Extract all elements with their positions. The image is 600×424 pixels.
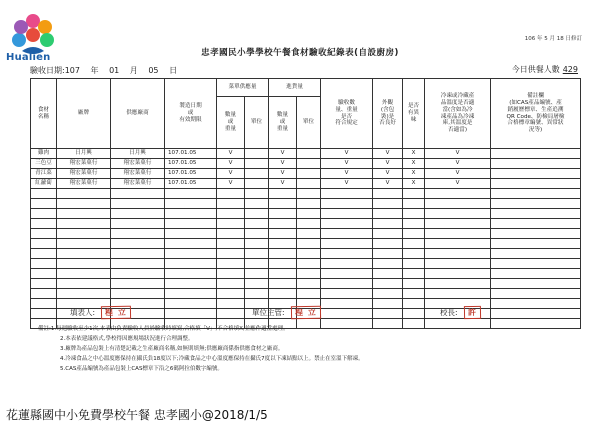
cell-menu-qty: V — [217, 159, 245, 169]
table-row-empty — [31, 209, 581, 219]
cell-menu-unit — [245, 149, 269, 159]
meal-count — [512, 64, 578, 75]
header-brand: 廠牌 — [57, 79, 111, 149]
cell-date: 107.01.05 — [165, 159, 217, 169]
cell-remarks — [491, 169, 581, 179]
table-row-empty — [31, 249, 581, 259]
cell-temperature: V — [425, 169, 491, 179]
cell-food-name: 紅蘿蔔 — [31, 179, 57, 189]
meal-count-value: 429 — [562, 65, 578, 74]
cell-menu-unit — [245, 159, 269, 169]
header-food-name: 食材 名稱 — [31, 79, 57, 149]
note-line: 3.廠牌為產品包裝上有清楚記載之生產廠商名稱,如無則填無;供應廠商係指供應食材之廠商。 — [60, 346, 284, 352]
header-incoming: 進貨量 — [269, 79, 321, 97]
cell-food-name: 雞肉 — [31, 149, 57, 159]
table-row-empty — [31, 289, 581, 299]
cell-brand: 日月興 — [57, 149, 111, 159]
table-row-empty — [31, 269, 581, 279]
cell-food-name: 三色豆 — [31, 159, 57, 169]
cell-remarks — [491, 179, 581, 189]
note-line: 備註:1.每週驗收至少1次,本表由負責驗收人員於驗收時填寫,合格填「V」,不合格填X,並應作適當處理。 — [38, 326, 289, 332]
month-value: 01 — [109, 66, 120, 75]
cell-menu-qty: V — [217, 179, 245, 189]
cell-remarks — [491, 159, 581, 169]
cell-temperature: V — [425, 149, 491, 159]
principal-stamp: 許 — [463, 306, 480, 319]
header-appearance: 外觀 (含包 裝)是 否良好 — [373, 79, 403, 149]
cell-supplier: 翔宏菜菓行 — [111, 169, 165, 179]
cell-check: V — [321, 149, 373, 159]
table-row-empty — [31, 239, 581, 249]
cell-supplier: 翔宏菜菓行 — [111, 179, 165, 189]
cell-menu-unit — [245, 169, 269, 179]
table-row — [31, 179, 581, 189]
table-row-empty — [31, 229, 581, 239]
cell-in-qty: V — [269, 179, 297, 189]
year-unit: 年 — [90, 66, 99, 75]
supervisor-stamp: 程 立 — [290, 306, 320, 320]
cell-check: V — [321, 159, 373, 169]
filler-signature — [70, 306, 131, 319]
notes — [38, 324, 578, 374]
note-line: 4.冷凍食品之中心溫度應保持在攝氏負18度以下;冷藏食品之中心溫度應保持在攝氏7度以下凍結點以上。禁止在室溫下解凍。 — [60, 356, 364, 362]
cell-odor: X — [403, 159, 425, 169]
cell-odor: X — [403, 179, 425, 189]
cell-in-unit — [297, 149, 321, 159]
header-supplier: 供應廠商 — [111, 79, 165, 149]
cell-in-qty: V — [269, 149, 297, 159]
cell-supplier: 日月興 — [111, 149, 165, 159]
cell-brand: 翔宏菜菓行 — [57, 169, 111, 179]
meal-count-label: 今日供餐人數 — [511, 65, 560, 74]
header-in-qty: 數量 或 重量 — [269, 97, 297, 149]
table-row-empty — [31, 219, 581, 229]
cell-appearance: V — [373, 159, 403, 169]
header-check-qty: 驗收數 量、重量 是否 符合規定 — [321, 79, 373, 149]
table-row — [31, 149, 581, 159]
cell-date: 107.01.05 — [165, 169, 217, 179]
inspection-table — [30, 78, 581, 329]
header-menu-supply: 菜單供應量 — [217, 79, 269, 97]
cell-check: V — [321, 179, 373, 189]
cell-temperature: V — [425, 179, 491, 189]
table-row-empty — [31, 279, 581, 289]
page-title: 忠孝國民小學學校午餐食材驗收紀錄表(自設廚房) — [201, 48, 399, 58]
header-menu-qty: 數量 或 重量 — [217, 97, 245, 149]
footer-caption: 花蓮縣國中小免費學校午餐 忠孝國小@2018/1/5 — [6, 408, 268, 422]
cell-appearance: V — [373, 179, 403, 189]
table-row-empty — [31, 199, 581, 209]
filler-stamp: 程 立 — [101, 306, 131, 320]
cell-appearance: V — [373, 149, 403, 159]
header-mfg-date: 製造日期 或 有效期限 — [165, 79, 217, 149]
table-row-empty — [31, 189, 581, 199]
cell-date: 107.01.05 — [165, 179, 217, 189]
cell-in-qty: V — [269, 159, 297, 169]
table-row-empty — [31, 259, 581, 269]
cell-odor: X — [403, 169, 425, 179]
month-unit: 月 — [129, 66, 138, 75]
cell-date: 107.01.05 — [165, 149, 217, 159]
revision-date: 106 年 5 月 18 日修訂 — [524, 36, 582, 42]
cell-odor: X — [403, 149, 425, 159]
note-line: 5.CAS產品編號為產品包裝上CAS標章下沿之6碼阿拉伯數字編號。 — [60, 366, 223, 372]
header-in-unit: 單位 — [297, 97, 321, 149]
cell-in-unit — [297, 159, 321, 169]
note-line: 2.本表依建議格式,學校得因應規場狀況進行合理調整。 — [60, 336, 194, 342]
table-row — [31, 169, 581, 179]
principal-label: 校長: — [440, 308, 458, 317]
filler-label: 填表人: — [70, 308, 96, 317]
day-unit: 日 — [169, 66, 178, 75]
cell-temperature: V — [425, 159, 491, 169]
cell-remarks — [491, 149, 581, 159]
cell-check: V — [321, 169, 373, 179]
header-odor: 是否 有異 味 — [403, 79, 425, 149]
day-value: 05 — [148, 66, 159, 75]
cell-brand: 翔宏菜菓行 — [57, 179, 111, 189]
cell-menu-unit — [245, 179, 269, 189]
cell-in-unit — [297, 179, 321, 189]
date-label: 驗收日期:107 — [30, 66, 80, 75]
table-row — [31, 159, 581, 169]
inspection-date — [30, 65, 185, 76]
logo-text: Hualien — [6, 52, 51, 63]
header-remarks: 備註欄 (如CAS產品編號、產 銷履歷標章、生產追溯 QR Code、防檢局屠檢 合格標章編號、異常狀 況等) — [491, 79, 581, 149]
cell-menu-qty: V — [217, 149, 245, 159]
cell-appearance: V — [373, 169, 403, 179]
cell-food-name: 青江菜 — [31, 169, 57, 179]
cell-in-qty: V — [269, 169, 297, 179]
principal-signature — [440, 306, 481, 319]
supervisor-signature — [252, 306, 320, 319]
cell-supplier: 翔宏菜菓行 — [111, 159, 165, 169]
cell-in-unit — [297, 169, 321, 179]
header-menu-unit: 單位 — [245, 97, 269, 149]
cell-menu-qty: V — [217, 169, 245, 179]
cell-brand: 翔宏菜菓行 — [57, 159, 111, 169]
supervisor-label: 單位主管: — [252, 308, 285, 317]
header-temperature: 冷凍或冷藏產 品溫度是否適 當(含如為冷 凍產品為冷凍 庫,其溫度是 否適當) — [425, 79, 491, 149]
